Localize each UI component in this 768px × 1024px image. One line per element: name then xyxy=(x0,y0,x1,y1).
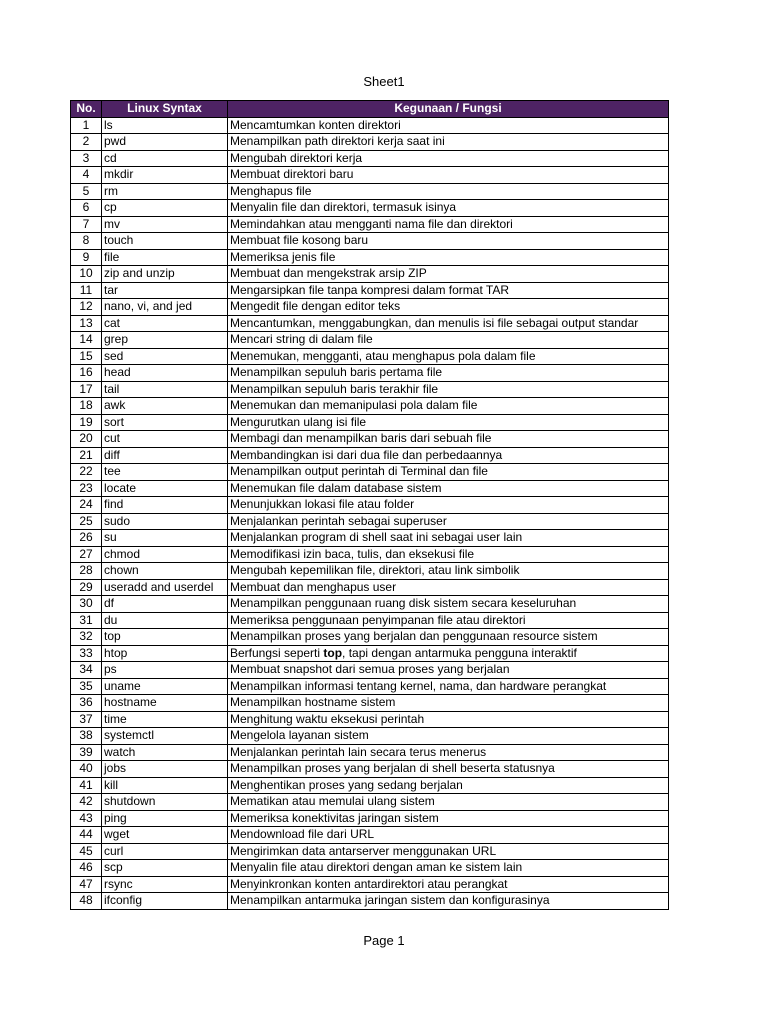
table-row xyxy=(71,810,669,827)
syntax-cell: df xyxy=(102,596,228,613)
syntax-cell: top xyxy=(102,629,228,646)
table-row xyxy=(71,414,669,431)
function-cell: Memeriksa jenis file xyxy=(228,249,669,266)
syntax-cell: find xyxy=(102,497,228,514)
function-cell: Mengedit file dengan editor teks xyxy=(228,299,669,316)
table-row xyxy=(71,612,669,629)
table-body xyxy=(71,117,669,909)
table-row xyxy=(71,233,669,250)
syntax-cell: grep xyxy=(102,332,228,349)
function-cell: Menjalankan perintah lain secara terus menerus xyxy=(228,744,669,761)
table-row xyxy=(71,645,669,662)
syntax-cell: rsync xyxy=(102,876,228,893)
table-row xyxy=(71,827,669,844)
syntax-cell: time xyxy=(102,711,228,728)
syntax-cell: shutdown xyxy=(102,794,228,811)
function-cell: Menampilkan proses yang berjalan dan penggunaan resource sistem xyxy=(228,629,669,646)
function-cell: Membuat direktori baru xyxy=(228,167,669,184)
syntax-cell: systemctl xyxy=(102,728,228,745)
row-number: 31 xyxy=(71,612,102,629)
function-cell: Menyalin file atau direktori dengan aman ke sistem lain xyxy=(228,860,669,877)
syntax-cell: tee xyxy=(102,464,228,481)
table-row xyxy=(71,398,669,415)
function-cell: Menunjukkan lokasi file atau folder xyxy=(228,497,669,514)
row-number: 39 xyxy=(71,744,102,761)
row-number: 21 xyxy=(71,447,102,464)
function-cell: Mengubah direktori kerja xyxy=(228,150,669,167)
row-number: 29 xyxy=(71,579,102,596)
function-text-bold: top xyxy=(323,645,343,660)
syntax-cell: jobs xyxy=(102,761,228,778)
table-row xyxy=(71,299,669,316)
function-cell: Mengelola layanan sistem xyxy=(228,728,669,745)
table-row xyxy=(71,167,669,184)
syntax-cell: du xyxy=(102,612,228,629)
syntax-cell: curl xyxy=(102,843,228,860)
syntax-cell: kill xyxy=(102,777,228,794)
header-row xyxy=(71,101,669,118)
row-number: 10 xyxy=(71,266,102,283)
row-number: 11 xyxy=(71,282,102,299)
row-number: 1 xyxy=(71,117,102,134)
syntax-cell: cp xyxy=(102,200,228,217)
row-number: 34 xyxy=(71,662,102,679)
function-cell: Menampilkan output perintah di Terminal dan file xyxy=(228,464,669,481)
function-cell: Menghitung waktu eksekusi perintah xyxy=(228,711,669,728)
column-header-function: Kegunaan / Fungsi xyxy=(228,101,669,118)
table-row xyxy=(71,579,669,596)
syntax-cell: diff xyxy=(102,447,228,464)
table-row xyxy=(71,480,669,497)
syntax-cell: sed xyxy=(102,348,228,365)
function-cell: Menampilkan informasi tentang kernel, nama, dan hardware perangkat xyxy=(228,678,669,695)
function-cell: Mengirimkan data antarserver menggunakan URL xyxy=(228,843,669,860)
row-number: 4 xyxy=(71,167,102,184)
row-number: 22 xyxy=(71,464,102,481)
function-cell: Menampilkan proses yang berjalan di shell beserta statusnya xyxy=(228,761,669,778)
row-number: 28 xyxy=(71,563,102,580)
syntax-cell: sort xyxy=(102,414,228,431)
row-number: 25 xyxy=(71,513,102,530)
row-number: 17 xyxy=(71,381,102,398)
syntax-cell: sudo xyxy=(102,513,228,530)
syntax-cell: locate xyxy=(102,480,228,497)
syntax-cell: su xyxy=(102,530,228,547)
table-row xyxy=(71,348,669,365)
syntax-cell: uname xyxy=(102,678,228,695)
table-row xyxy=(71,678,669,695)
row-number: 43 xyxy=(71,810,102,827)
row-number: 16 xyxy=(71,365,102,382)
function-cell: Membuat snapshot dari semua proses yang berjalan xyxy=(228,662,669,679)
row-number: 45 xyxy=(71,843,102,860)
function-cell: Menghapus file xyxy=(228,183,669,200)
row-number: 24 xyxy=(71,497,102,514)
function-cell: Membuat file kosong baru xyxy=(228,233,669,250)
function-cell: Menghentikan proses yang sedang berjalan xyxy=(228,777,669,794)
row-number: 12 xyxy=(71,299,102,316)
row-number: 37 xyxy=(71,711,102,728)
function-cell: Menemukan, mengganti, atau menghapus pola dalam file xyxy=(228,348,669,365)
syntax-cell: wget xyxy=(102,827,228,844)
syntax-cell: touch xyxy=(102,233,228,250)
function-cell: Mencari string di dalam file xyxy=(228,332,669,349)
table-row xyxy=(71,530,669,547)
row-number: 2 xyxy=(71,134,102,151)
function-cell: Membuat dan mengekstrak arsip ZIP xyxy=(228,266,669,283)
row-number: 40 xyxy=(71,761,102,778)
row-number: 30 xyxy=(71,596,102,613)
table-row xyxy=(71,711,669,728)
table-row xyxy=(71,216,669,233)
table-row xyxy=(71,794,669,811)
table-row xyxy=(71,513,669,530)
syntax-cell: scp xyxy=(102,860,228,877)
table-row xyxy=(71,761,669,778)
row-number: 9 xyxy=(71,249,102,266)
syntax-cell: nano, vi, and jed xyxy=(102,299,228,316)
table-header xyxy=(71,101,669,118)
function-cell: Menampilkan path direktori kerja saat ini xyxy=(228,134,669,151)
row-number: 6 xyxy=(71,200,102,217)
row-number: 33 xyxy=(71,645,102,662)
table-row xyxy=(71,381,669,398)
syntax-cell: htop xyxy=(102,645,228,662)
syntax-cell: watch xyxy=(102,744,228,761)
function-cell: Menyalin file dan direktori, termasuk isinya xyxy=(228,200,669,217)
row-number: 13 xyxy=(71,315,102,332)
function-text: Berfungsi seperti xyxy=(230,645,324,660)
table-row xyxy=(71,596,669,613)
row-number: 14 xyxy=(71,332,102,349)
row-number: 48 xyxy=(71,893,102,910)
function-cell: Menemukan file dalam database sistem xyxy=(228,480,669,497)
table-row xyxy=(71,315,669,332)
function-cell: Membandingkan isi dari dua file dan perbedaannya xyxy=(228,447,669,464)
column-header-syntax: Linux Syntax xyxy=(102,101,228,118)
table-row xyxy=(71,629,669,646)
syntax-cell: cut xyxy=(102,431,228,448)
syntax-cell: ps xyxy=(102,662,228,679)
function-cell: Menyinkronkan konten antardirektori atau perangkat xyxy=(228,876,669,893)
table-row xyxy=(71,563,669,580)
table-row xyxy=(71,183,669,200)
syntax-cell: pwd xyxy=(102,134,228,151)
syntax-cell: rm xyxy=(102,183,228,200)
syntax-cell: mv xyxy=(102,216,228,233)
table-row xyxy=(71,282,669,299)
syntax-cell: awk xyxy=(102,398,228,415)
syntax-cell: tail xyxy=(102,381,228,398)
function-cell: Menjalankan program di shell saat ini sebagai user lain xyxy=(228,530,669,547)
function-cell: Mencantumkan, menggabungkan, dan menulis isi file sebagai output standar xyxy=(228,315,669,332)
table-row xyxy=(71,843,669,860)
table-row xyxy=(71,134,669,151)
sheet-title: Sheet1 xyxy=(363,74,405,89)
syntax-cell: cat xyxy=(102,315,228,332)
row-number: 8 xyxy=(71,233,102,250)
table-row xyxy=(71,777,669,794)
syntax-cell: tar xyxy=(102,282,228,299)
function-cell: Memindahkan atau mengganti nama file dan direktori xyxy=(228,216,669,233)
table-row xyxy=(71,876,669,893)
function-cell: Mencamtumkan konten direktori xyxy=(228,117,669,134)
syntax-cell: file xyxy=(102,249,228,266)
row-number: 3 xyxy=(71,150,102,167)
table-row xyxy=(71,266,669,283)
syntax-cell: ls xyxy=(102,117,228,134)
table-row xyxy=(71,150,669,167)
function-cell: Menampilkan penggunaan ruang disk sistem secara keseluruhan xyxy=(228,596,669,613)
table-row xyxy=(71,497,669,514)
function-cell: Mengubah kepemilikan file, direktori, atau link simbolik xyxy=(228,563,669,580)
table-row xyxy=(71,662,669,679)
row-number: 46 xyxy=(71,860,102,877)
row-number: 19 xyxy=(71,414,102,431)
linux-commands-table xyxy=(70,100,669,910)
function-cell: Menemukan dan memanipulasi pola dalam file xyxy=(228,398,669,415)
table-row xyxy=(71,200,669,217)
row-number: 38 xyxy=(71,728,102,745)
syntax-cell: cd xyxy=(102,150,228,167)
row-number: 15 xyxy=(71,348,102,365)
syntax-cell: useradd and userdel xyxy=(102,579,228,596)
table-row xyxy=(71,447,669,464)
syntax-cell: chmod xyxy=(102,546,228,563)
row-number: 27 xyxy=(71,546,102,563)
row-number: 26 xyxy=(71,530,102,547)
table-row xyxy=(71,464,669,481)
function-cell: Menampilkan sepuluh baris terakhir file xyxy=(228,381,669,398)
table-row xyxy=(71,365,669,382)
function-cell: Memodifikasi izin baca, tulis, dan eksekusi file xyxy=(228,546,669,563)
row-number: 42 xyxy=(71,794,102,811)
function-cell: Menampilkan antarmuka jaringan sistem dan konfigurasinya xyxy=(228,893,669,910)
table-row xyxy=(71,728,669,745)
row-number: 20 xyxy=(71,431,102,448)
function-cell: Mendownload file dari URL xyxy=(228,827,669,844)
table-row xyxy=(71,860,669,877)
syntax-cell: zip and unzip xyxy=(102,266,228,283)
function-cell: Mengarsipkan file tanpa kompresi dalam format TAR xyxy=(228,282,669,299)
row-number: 7 xyxy=(71,216,102,233)
row-number: 18 xyxy=(71,398,102,415)
syntax-cell: ifconfig xyxy=(102,893,228,910)
function-cell: Mengurutkan ulang isi file xyxy=(228,414,669,431)
syntax-cell: chown xyxy=(102,563,228,580)
function-cell: Menampilkan hostname sistem xyxy=(228,695,669,712)
function-cell: Memeriksa penggunaan penyimpanan file atau direktori xyxy=(228,612,669,629)
table-row xyxy=(71,893,669,910)
syntax-cell: mkdir xyxy=(102,167,228,184)
table-row xyxy=(71,117,669,134)
function-cell: Membuat dan menghapus user xyxy=(228,579,669,596)
table-row xyxy=(71,431,669,448)
table-row xyxy=(71,332,669,349)
row-number: 44 xyxy=(71,827,102,844)
table-row xyxy=(71,695,669,712)
row-number: 5 xyxy=(71,183,102,200)
function-cell: Mematikan atau memulai ulang sistem xyxy=(228,794,669,811)
function-cell: Menampilkan sepuluh baris pertama file xyxy=(228,365,669,382)
row-number: 47 xyxy=(71,876,102,893)
row-number: 23 xyxy=(71,480,102,497)
column-header-no: No. xyxy=(71,101,102,118)
syntax-cell: ping xyxy=(102,810,228,827)
table-row xyxy=(71,546,669,563)
row-number: 41 xyxy=(71,777,102,794)
function-cell: Membagi dan menampilkan baris dari sebuah file xyxy=(228,431,669,448)
function-cell xyxy=(228,645,669,662)
table-row xyxy=(71,249,669,266)
row-number: 32 xyxy=(71,629,102,646)
syntax-cell: hostname xyxy=(102,695,228,712)
table-row xyxy=(71,744,669,761)
row-number: 36 xyxy=(71,695,102,712)
function-cell: Memeriksa konektivitas jaringan sistem xyxy=(228,810,669,827)
row-number: 35 xyxy=(71,678,102,695)
function-cell: Menjalankan perintah sebagai superuser xyxy=(228,513,669,530)
syntax-cell: head xyxy=(102,365,228,382)
page-number: Page 1 xyxy=(363,933,405,948)
function-text: , tapi dengan antarmuka pengguna interaktif xyxy=(342,645,577,660)
